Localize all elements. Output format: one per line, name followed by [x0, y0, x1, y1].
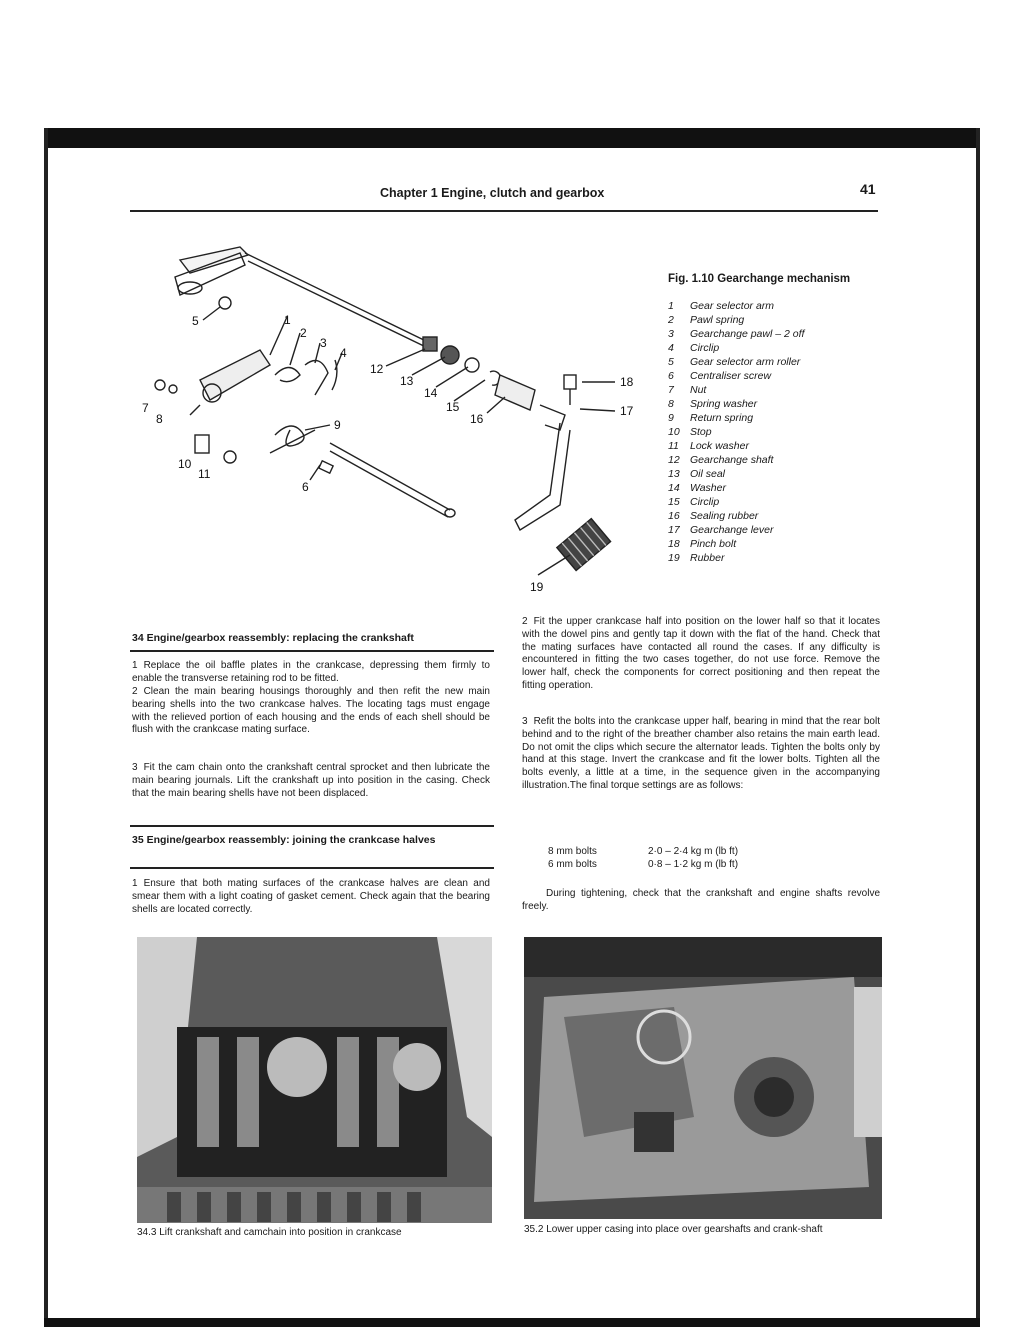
legend-item: 15 Circlip	[668, 496, 720, 508]
legend-item: 11 Lock washer	[668, 440, 749, 452]
callout-15: 15	[446, 400, 460, 414]
legend-item: 3 Gearchange pawl – 2 off	[668, 328, 805, 340]
legend-item: 12 Gearchange shaft	[668, 454, 774, 466]
section-34-para-1: 1 Replace the oil baffle plates in the crankcase, depressing them firmly to enable the transverse retaining rod to be fitted.	[132, 660, 490, 684]
callout-4: 4	[340, 346, 347, 360]
torque-row: 8 mm bolts 2·0 – 2·4 kg m (lb ft)	[548, 846, 739, 857]
page-scan-border-left	[44, 128, 48, 1327]
legend-item: 6 Centraliser screw	[668, 370, 772, 382]
figure-legend	[668, 299, 804, 565]
photo-caption-35-2: 35.2 Lower upper casing into place over gearshafts and crank-shaft	[524, 1224, 823, 1235]
callout-3: 3	[320, 336, 327, 350]
legend-item: 2 Pawl spring	[668, 314, 745, 326]
photo-caption-34-3: 34.3 Lift crankshaft and camchain into position in crankcase	[137, 1227, 402, 1238]
legend-item: 7 Nut	[668, 384, 707, 396]
callout-5: 5	[192, 314, 199, 328]
callout-10: 10	[178, 457, 192, 471]
callout-17: 17	[620, 404, 634, 418]
legend-item: 14 Washer	[668, 482, 726, 494]
section-35-top-rule	[130, 825, 494, 827]
torque-table	[548, 845, 738, 871]
section-35-para-2: 2 Fit the upper crankcase half into position on the lower half so that it locates with the dowel pins and gently tap it down with the flat of the hand. Check that the mating surfaces have contacted all round the cases. If any difficulty is encountered in fitting the two cases together, do not use force. Remove the lower half, check the components for correct positioning and then repeat the fitting operation.	[522, 616, 880, 691]
legend-item: 1 Gear selector arm	[668, 300, 775, 312]
legend-item: 19 Rubber	[668, 552, 725, 564]
callout-19: 19	[530, 580, 544, 594]
figure-caption: Fig. 1.10 Gearchange mechanism	[668, 273, 851, 285]
callout-16: 16	[470, 412, 484, 426]
legend-item: 5 Gear selector arm roller	[668, 356, 801, 368]
section-34-para-2: 2 Clean the main bearing housings thoroughly and then refit the new main bearing shells into the two crankcase halves. The locating tags must engage with the relieved portion of each housing and the ends of each shell should be flush with the crankcase mating surface.	[132, 686, 490, 736]
section-35-para-3: 3 Refit the bolts into the crankcase upper half, bearing in mind that the rear bolt behind and to the right of the breather chamber also retains the main earth lead. Do not omit the clips which secure the alternator leads. Tighten the bolts only by hand at this stage. Invert the crankcase and fit the lower bolts. Tighten all the bolts evenly, a little at a time, in the sequence given in the accompanying illustration.The final torque settings are as follows:	[522, 716, 880, 791]
callout-2: 2	[300, 326, 307, 340]
page-scan-border-bottom	[44, 1318, 980, 1327]
legend-item: 17 Gearchange lever	[668, 524, 774, 536]
callout-9: 9	[334, 418, 341, 432]
callout-7: 7	[142, 401, 149, 415]
page-scan-border-right	[976, 128, 980, 1327]
section-35-closing: During tightening, check that the crankshaft and engine shafts revolve freely.	[522, 888, 880, 912]
callout-12: 12	[370, 362, 384, 376]
callout-14: 14	[424, 386, 438, 400]
section-34-para-3: 3 Fit the cam chain onto the crankshaft central sprocket and then lubricate the main bearing journals. Lift the crankshaft up into position in the casing. Check that the main bearing shells have not been displaced.	[132, 762, 490, 799]
callout-8: 8	[156, 412, 163, 426]
gearchange-exploded-diagram	[140, 225, 650, 600]
legend-item: 10 Stop	[668, 426, 712, 438]
callout-11: 11	[198, 467, 211, 481]
page-number: 41	[860, 181, 876, 197]
legend-item: 4 Circlip	[668, 342, 720, 354]
photo-upper-casing	[524, 937, 882, 1219]
torque-row: 6 mm bolts 0·8 – 1·2 kg m (lb ft)	[548, 859, 739, 870]
legend-item: 8 Spring washer	[668, 398, 758, 410]
header-rule	[130, 210, 878, 212]
section-35-para-1: 1 Ensure that both mating surfaces of the crankcase halves are clean and smear them with a light coating of gasket cement. Check again that the bearing shells are located correctly.	[132, 878, 490, 915]
legend-item: 18 Pinch bolt	[668, 538, 737, 550]
callout-1: 1	[284, 313, 291, 327]
photo-crankshaft	[137, 937, 492, 1223]
callout-13: 13	[400, 374, 414, 388]
section-34-rule	[130, 650, 494, 652]
legend-item: 13 Oil seal	[668, 468, 726, 480]
callout-6: 6	[302, 480, 309, 494]
page-scan-border-top	[44, 128, 980, 148]
chapter-title: Chapter 1 Engine, clutch and gearbox	[380, 186, 605, 200]
legend-item: 16 Sealing rubber	[668, 510, 759, 522]
section-35-rule	[130, 867, 494, 869]
legend-item: 9 Return spring	[668, 412, 754, 424]
section-35-title: 35 Engine/gearbox reassembly: joining the crankcase halves	[132, 834, 436, 846]
section-34-title: 34 Engine/gearbox reassembly: replacing the crankshaft	[132, 632, 414, 644]
callout-18: 18	[620, 375, 634, 389]
